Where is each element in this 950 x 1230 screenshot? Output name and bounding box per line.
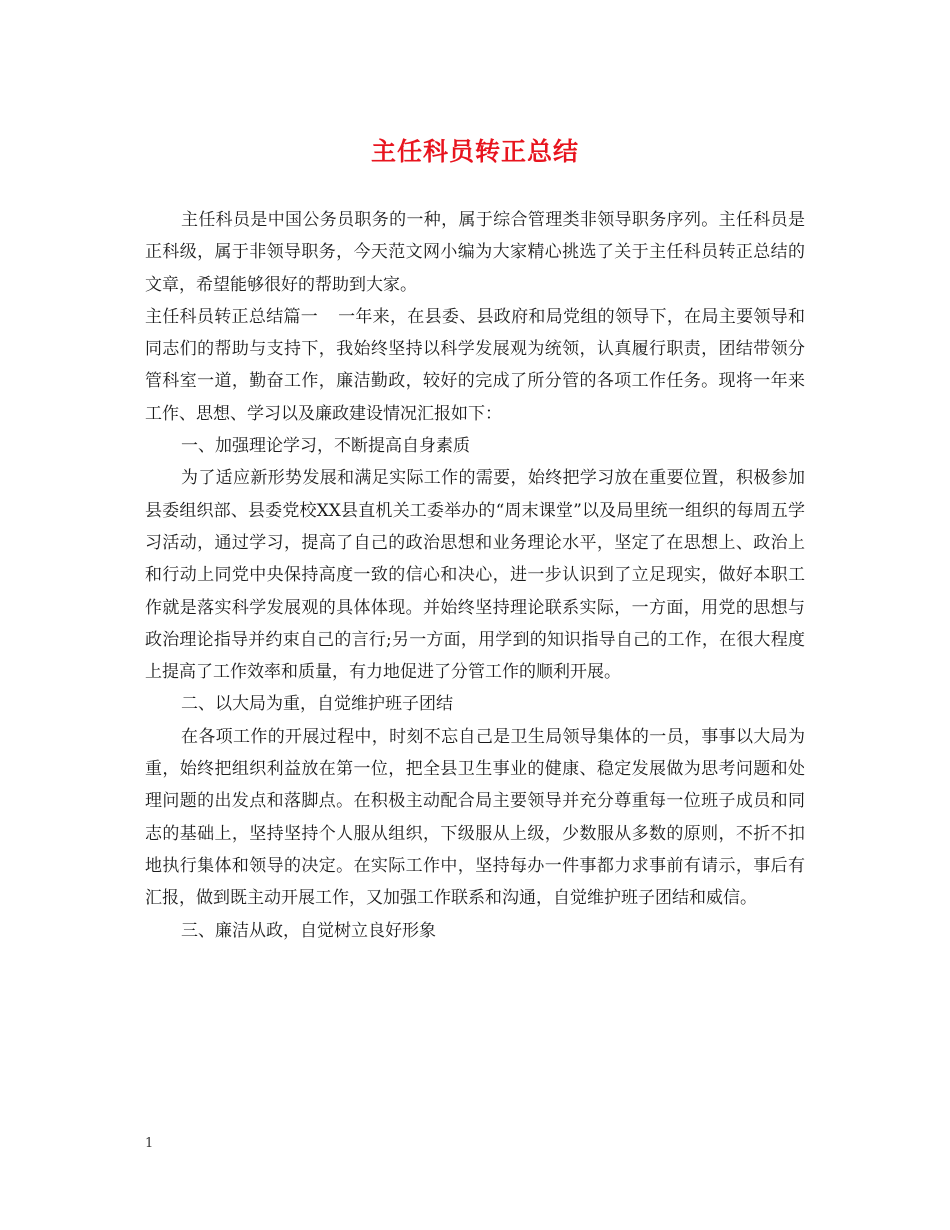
section-heading-3: 三、廉洁从政，自觉树立良好形象 [181,920,436,941]
page-number: 1 [145,1136,154,1151]
section-paragraph-2: 为了适应新形势发展和满足实际工作的需要，始终把学习放在重要位置，积极参加县委组织部、县委党校XX县直机关工委举办的“周末课堂”以及局里统一组织的每周五学习活动，通过学习，提高了自己的政治思想和业务理论水平，坚定了在思想上、政治上和行动上同党中央保持高度一致的信心和决心，进一步认识到了立足现实，做好本职工作就是落实科学发展观的具体体现。并始终坚持理论联系实际，一方面，用党的思想与政治理论指导并约束自己的言行;另一方面，用学到的知识指导自己的工作，在很大程度上提高了工作效率和质量，有力地促进了分管工作的顺利开展。 [145,468,805,683]
document-title: 主任科员转正总结 [370,137,579,166]
intro-paragraph: 主任科员是中国公务员职务的一种，属于综合管理类非领导职务序列。主任科员是正科级，属于非领导职务，今天范文网小编为大家精心挑选了关于主任科员转正总结的文章，希望能够很好的帮助到大家。 [145,210,805,295]
section-heading-2: 二、以大局为重，自觉维护班子团结 [181,694,453,715]
document-body [145,204,805,947]
section-paragraph-3: 在各项工作的开展过程中，时刻不忘自己是卫生局领导集体的一员，事事以大局为重，始终把组织利益放在第一位，把全县卫生事业的健康、稳定发展做为思考问题和处理问题的出发点和落脚点。在积极主动配合局主要领导并充分尊重每一位班子成员和同志的基础上，坚持坚持个人服从组织，下级服从上级，少数服从多数的原则，不折不扣地执行集体和领导的决定。在实际工作中，坚持每办一件事都力求事前有请示，事后有汇报，做到既主动开展工作，又加强工作联系和沟通，自觉维护班子团结和威信。 [145,726,805,909]
section-paragraph-1 [145,301,805,430]
article-label: 主任科员转正总结篇一 [145,306,319,327]
section-heading-1: 一、加强理论学习，不断提高自身素质 [181,436,470,457]
section-paragraph-1-text: 一年来，在县委、县政府和局党组的领导下，在局主要领导和同志们的帮助与支持下，我始终坚持以科学发展观为统领，认真履行职责，团结带领分管科室一道，勤奋工作，廉洁勤政，较好的完成了所分管的各项工作任务。现将一年来工作、思想、学习以及廉政建设情况汇报如下： [145,306,806,424]
